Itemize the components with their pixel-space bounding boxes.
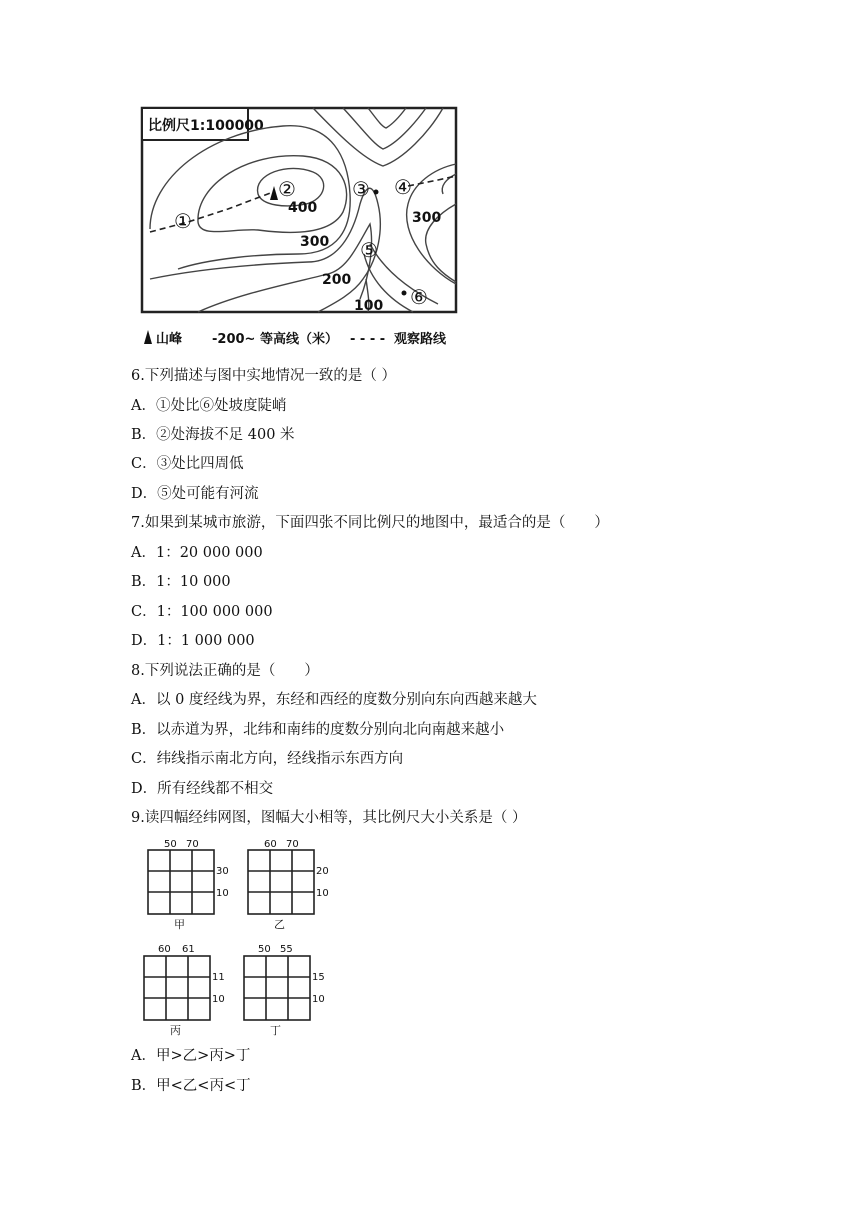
- grid-jia-top-label-2: 70: [186, 839, 199, 850]
- grid-bing-right-label-2: 10: [212, 994, 225, 1005]
- question-7-option-a: A．1：20 000 000: [131, 545, 263, 561]
- point-5: ⑤: [360, 238, 378, 262]
- question-6-option-a: A．①处比⑥处坡度陡峭: [131, 398, 287, 414]
- grid-ding-frame: [244, 956, 310, 1020]
- grid-bing-name: 丙: [170, 1024, 181, 1037]
- grid-yi-right-label-1: 20: [316, 866, 329, 877]
- point-2: ②: [278, 177, 296, 201]
- scale-label: 比例尺1:100000: [148, 118, 264, 134]
- contour-200-lower: [150, 188, 380, 312]
- grid-bing-right-label-1: 11: [212, 972, 225, 983]
- grid-map-yi: [240, 836, 340, 932]
- contour-saddle-top-1: [313, 108, 443, 166]
- question-8-option-d: D．所有经线都不相交: [131, 781, 274, 797]
- question-8-option-c: C．纬线指示南北方向，经线指示东西方向: [131, 751, 404, 767]
- grid-jia-right-label-2: 10: [216, 888, 229, 899]
- legend-route-text: 观察路线: [394, 332, 447, 347]
- observation-route: [150, 192, 273, 232]
- question-7-option-d: D．1：1 000 000: [131, 633, 255, 649]
- question-8-option-a: A．以 0 度经线为界，东经和西经的度数分别向东向西越来越大: [131, 692, 537, 708]
- question-7-option-c: C．1：100 000 000: [131, 604, 273, 620]
- contour-label-300-left: 300: [300, 234, 330, 250]
- legend-peak-text: 山峰: [156, 332, 183, 347]
- grid-yi-top-label-1: 60: [264, 839, 277, 850]
- question-6-stem: 6.下列描述与图中实地情况一致的是（ ）: [131, 368, 396, 384]
- mountain-peak-icon: [270, 186, 278, 200]
- grid-bing-frame: [144, 956, 210, 1020]
- point-6: ⑥: [410, 285, 428, 309]
- question-8-stem: 8.下列说法正确的是（ ）: [131, 663, 319, 679]
- question-7-stem: 7.如果到某城市旅游，下面四张不同比例尺的地图中，最适合的是（ ）: [131, 515, 609, 531]
- question-6-option-c: C．③处比四周低: [131, 456, 244, 472]
- point-3-dot: [374, 190, 379, 195]
- grid-jia-top-label-1: 50: [164, 839, 177, 850]
- grid-yi-name: 乙: [274, 918, 285, 931]
- contour-label-400: 400: [288, 200, 318, 216]
- grid-map-jia: [140, 836, 240, 932]
- contour-saddle-top-3: [368, 108, 406, 128]
- grid-bing-top-label-1: 60: [158, 944, 171, 955]
- question-8-option-b: B．以赤道为界，北纬和南纬的度数分别向北向南越来越小: [131, 722, 505, 738]
- legend-contour-sample: -200~: [212, 332, 256, 347]
- grid-yi-top-label-2: 70: [286, 839, 299, 850]
- grid-ding-top-label-1: 50: [258, 944, 271, 955]
- contour-label-300-right: 300: [412, 210, 442, 226]
- contour-label-200: 200: [322, 272, 352, 288]
- grid-ding-name: 丁: [270, 1024, 281, 1037]
- observation-route-right: [408, 176, 456, 186]
- grid-yi-frame: [248, 850, 314, 914]
- point-1: ①: [174, 209, 192, 233]
- grid-ding-right-label-2: 10: [312, 994, 325, 1005]
- question-6-option-b: B．②处海拔不足 400 米: [131, 427, 295, 443]
- point-4: ④: [394, 175, 412, 199]
- question-9-option-b: B．甲<乙<丙<丁: [131, 1078, 251, 1094]
- legend-peak-icon: [144, 330, 152, 344]
- question-6-option-d: D．⑤处可能有河流: [131, 486, 259, 502]
- legend-contour-text: 等高线（米）: [260, 332, 339, 347]
- grid-yi-right-label-2: 10: [316, 888, 329, 899]
- grid-ding-top-label-2: 55: [280, 944, 293, 955]
- legend-route-sample: - - - -: [350, 332, 386, 347]
- grid-jia-name: 甲: [174, 918, 185, 931]
- question-9-stem: 9.读四幅经纬网图，图幅大小相等，其比例尺大小关系是（ ）: [131, 810, 527, 826]
- grid-ding-right-label-1: 15: [312, 972, 325, 983]
- question-9-option-a: A．甲>乙>丙>丁: [131, 1048, 251, 1064]
- grid-jia-right-label-1: 30: [216, 866, 229, 877]
- contour-map-figure: [138, 104, 462, 350]
- contour-label-100: 100: [354, 298, 384, 314]
- grid-bing-top-label-2: 61: [182, 944, 195, 955]
- point-3: ③: [352, 177, 370, 201]
- question-7-option-b: B．1：10 000: [131, 574, 231, 590]
- grid-map-bing: [136, 940, 236, 1038]
- point-6-dot: [402, 291, 407, 296]
- grid-map-ding: [236, 940, 336, 1038]
- contour-saddle-top-2: [343, 108, 426, 149]
- grid-jia-frame: [148, 850, 214, 914]
